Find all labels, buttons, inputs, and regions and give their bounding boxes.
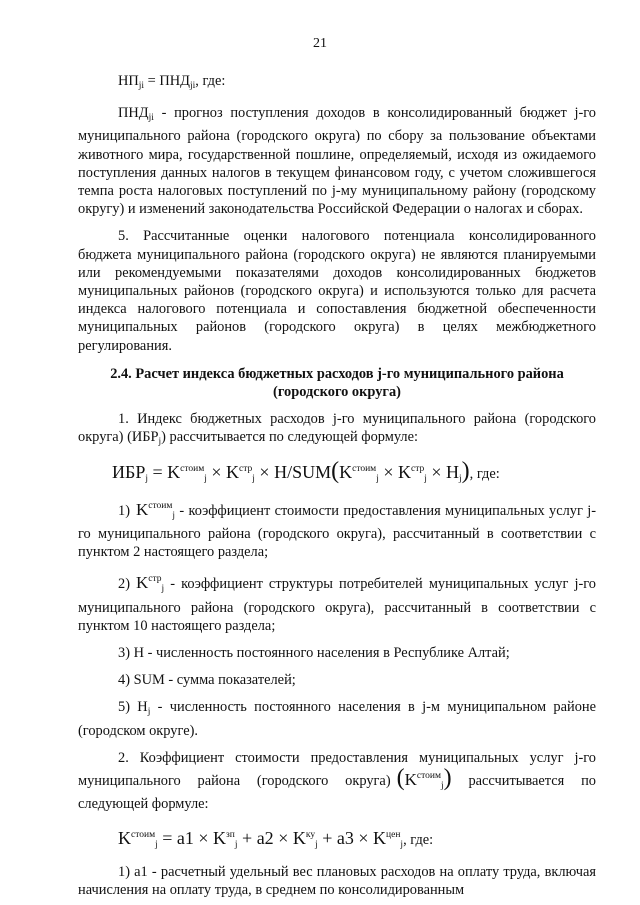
paragraph-5: 5. Рассчитанные оценки налогового потенциала консолидированного бюджета муниципального района (городского округа) не являются планируемыми или рекомендуемыми показателями доходов консолидированных бюджетов муниципальных районов (городского округа) и используются только для расчета индекса налогового потенциала и сопоставления бюджетной обеспеченности муниципальных районов (городского округа) в целях межбюджетного регулирования. <box>78 228 596 354</box>
formula-k-stoim: $K^{стоим}_j = a1 \times K^{зп}_j + a2 \times K^{ку}_j + a3 \times K^{цен}_j$, где: <box>118 827 434 850</box>
page-number: 21 <box>313 36 327 51</box>
formula-ibr: $ИБР_j = K^{стоим}_j \times K^{стр}_j \times H/SUM(K^{стоим}_j \times K^{стр}_j \times H_j)$, где: <box>112 457 500 484</box>
paragraph-pnd-definition: $ПНД_{ji}$ - прогноз поступления доходов в консолидированный бюджет j-го муниципального района (городского округа) по сбору за пользование объектами животного мира, государственной пошлине, определяемый, исходя из ожидаемого поступления данных налогов в текущем финансовом году, с учетом сложившегося темпа роста налоговых поступлений по j-му муниципальному району (городскому округу) и изменений законодательства Российской Федерации о налогах и сборах. <box>78 105 596 218</box>
list-item-1: 1) $K^{стоим}_j$ - коэффициент стоимости предоставления муниципальных услуг j-го муниципального района (городского округа), рассчитанный в соответствии с пунктом 2 настоящего раздела; <box>78 499 596 561</box>
document-body <box>78 72 596 899</box>
paragraph-np-formula: $НП_{ji} = ПНД_{ji}$, где: <box>118 73 226 91</box>
list-item-5: 5) $Н_j$ - численность постоянного населения в j-м муниципальном районе (городском округе). <box>78 699 597 739</box>
section-heading: 2.4. Расчет индекса бюджетных расходов j-го муниципального района (городского округа) <box>110 365 564 401</box>
paragraph-a1-definition: 1) а1 - расчетный удельный вес плановых расходов на оплату труда, включая начисления на оплату труда, в среднем по консолидированным <box>78 863 596 898</box>
paragraph-2-coefficient: 2. Коэффициент стоимости предоставления муниципальных услуг j-го муниципального района (городского округа) $(K^{стоим}_j)$ рассчитывается по следующей формуле: <box>78 749 596 813</box>
paragraph-ibr-intro: 1. Индекс бюджетных расходов j-го муниципального района (городского округа) $(ИБР_j)$ рассчитывается по следующей формуле: <box>78 411 596 448</box>
list-item-4: 4) SUM - сумма показателей; <box>118 672 296 689</box>
list-item-3: 3) Н - численность постоянного населения в Республике Алтай; <box>118 645 510 662</box>
list-item-2: 2) $K^{стр}_j$ - коэффициент структуры потребителей муниципальных услуг j-го муниципального района (городского округа), рассчитанный в соответствии с пунктом 10 настоящего раздела; <box>78 573 596 634</box>
